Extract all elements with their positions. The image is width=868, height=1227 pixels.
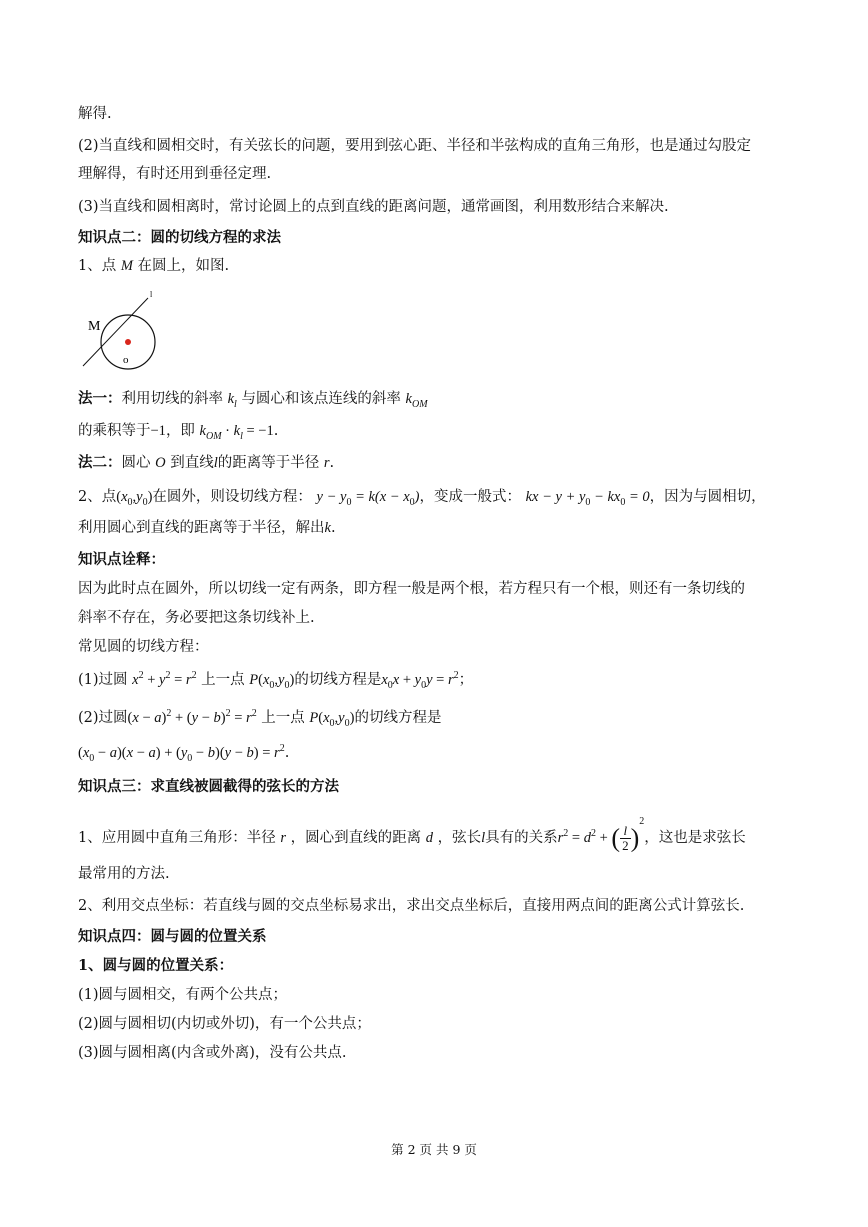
text: (1)过圆	[78, 672, 128, 688]
math-var: r	[280, 830, 286, 846]
math-expr: $r^2 = d^2$ + ( $\frac{l}{2}$ )$^2$	[557, 816, 645, 854]
text-line: 解得.	[78, 106, 112, 122]
math-var: k	[324, 520, 331, 536]
text: .	[330, 520, 336, 536]
section-heading: 知识点三：求直线被圆截得的弦长的方法	[78, 778, 339, 795]
text: 的切线方程是	[294, 672, 382, 688]
text: 1、应用圆中直角三角形：半径	[78, 830, 276, 846]
math-expr: $x^2 + y^2 = r^2$	[132, 670, 197, 688]
text: 的距离等于半径	[217, 455, 320, 471]
text: 利用切线的斜率	[121, 391, 223, 407]
text: 利用圆心到直线的距离等于半径，解出	[78, 520, 325, 536]
text-line	[78, 708, 441, 728]
text: 圆心	[121, 455, 151, 471]
text-line: (3)圆与圆相离(内含或外离)，没有公共点.	[78, 1045, 347, 1061]
text: (2)过圆	[78, 710, 128, 726]
math-var: r	[323, 455, 330, 471]
text-line: 最常用的方法.	[78, 866, 170, 882]
text-line: (2)当直线和圆相交时，有关弦长的问题，要用到弦心距、半径和半弦构成的直角三角形，也是通过勾股定	[78, 138, 752, 154]
text: ，圆心到直线的距离	[290, 830, 422, 846]
text: 2、点	[78, 489, 117, 505]
text: 在圆上，如图.	[137, 258, 230, 274]
text: ，这也是求弦长	[644, 830, 746, 846]
subsection-heading: 1、圆与圆的位置关系：	[78, 957, 234, 974]
math-point: $P(x_0,y_0)$	[309, 710, 355, 729]
center-dot	[125, 339, 131, 345]
text: .	[284, 745, 290, 761]
math-var: $k_{OM}$	[405, 391, 428, 410]
text: 上一点	[261, 710, 305, 726]
text-line: 斜率不存在，务必要把这条切线补上.	[78, 610, 315, 626]
text: .	[329, 455, 335, 471]
label-o: o	[123, 354, 129, 366]
text: 在圆外，则设切线方程：	[152, 489, 312, 505]
label-m: M	[88, 319, 101, 334]
text: 的切线方程是	[354, 710, 442, 726]
section-heading: 知识点二：圆的切线方程的求法	[78, 229, 281, 246]
math-expr: $x_0x + y_0y = r^2$	[381, 670, 459, 691]
math-value: −1	[150, 423, 166, 439]
text-line: (1)圆与圆相交，有两个公共点；	[78, 987, 288, 1003]
text-line	[78, 256, 229, 276]
text-line	[78, 421, 278, 441]
text-line	[78, 453, 334, 473]
text-line: (2)圆与圆相切(内切或外切)，有一个公共点；	[78, 1016, 371, 1032]
text: 具有的关系	[485, 830, 558, 846]
math-var: d	[425, 830, 433, 846]
text: 1、点	[78, 258, 117, 274]
label-l: l	[150, 290, 153, 299]
section-heading: 知识点四：圆与圆的位置关系	[78, 928, 267, 945]
math-var: $k_l$	[227, 391, 237, 410]
math-expr: kx − $y + y_0 - kx_0 = 0$	[525, 489, 650, 508]
text: ，弦长	[437, 830, 482, 846]
page-footer: 第 2 页 共 9 页	[391, 1142, 477, 1157]
math-var: l	[213, 455, 218, 471]
math-expr: $k_{OM} \cdot k_l = -1$	[199, 423, 274, 442]
math-expr: $y - y_0 = k(x - x_0)$	[316, 489, 420, 508]
text-line	[78, 743, 289, 763]
text-line	[78, 670, 473, 690]
text-line: 因为此时点在圆外，所以切线一定有两条，即方程一般是两个根，若方程只有一个根，则还有一条切线的	[78, 581, 745, 597]
tangent-circle-figure	[78, 288, 188, 372]
text: 的乘积等于	[78, 423, 151, 439]
math-expr: $(x - a)^2 + (y - b)^2 = r^2$	[127, 708, 257, 726]
text-line	[78, 816, 746, 854]
text-line	[78, 389, 428, 409]
text: ；	[458, 672, 474, 688]
section-heading: 知识点诠释：	[78, 551, 165, 568]
text: .	[273, 423, 279, 439]
text: 上一点	[201, 672, 245, 688]
text-line	[78, 518, 336, 538]
text-line: 理解得，有时还用到垂径定理.	[78, 166, 272, 182]
math-point: $(x_0,y_0)$	[116, 489, 153, 508]
method-heading: 法二：	[78, 454, 122, 471]
math-var: O	[155, 455, 166, 471]
math-var: M	[120, 258, 133, 274]
math-expr: $(x_0 - a)(x - a) + (y_0 - b)(y - b) = r^2$	[78, 743, 285, 764]
text-line: 2、利用交点坐标：若直线与圆的交点坐标易求出，求出交点坐标后，直接用两点间的距离公式计算弦长.	[78, 898, 745, 914]
text: ，即	[165, 423, 195, 439]
method-heading: 法一：	[78, 390, 122, 407]
math-var: l	[481, 830, 486, 846]
text: ，因为与圆相切，	[649, 489, 766, 505]
text-line: 常见圆的切线方程：	[78, 639, 209, 655]
text: 与圆心和该点连线的斜率	[241, 391, 401, 407]
text-line: (3)当直线和圆相离时，常讨论圆上的点到直线的距离问题，通常画图，利用数形结合来解决.	[78, 199, 669, 215]
math-point: $P(x_0,y_0)$	[249, 672, 295, 691]
text: ，变成一般式：	[419, 489, 521, 505]
text-line	[78, 487, 766, 507]
text: 到直线	[170, 455, 214, 471]
